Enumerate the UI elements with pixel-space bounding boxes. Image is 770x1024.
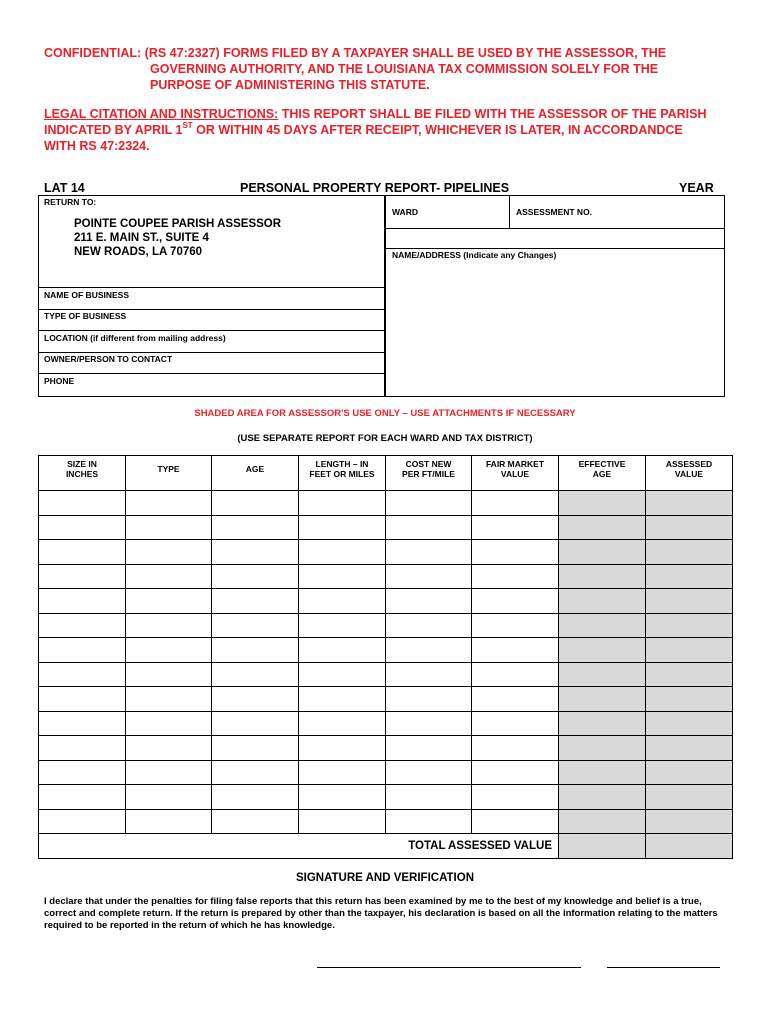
date-line[interactable] bbox=[607, 967, 720, 968]
table-row bbox=[39, 491, 733, 516]
table-row bbox=[39, 662, 733, 687]
table-cell[interactable] bbox=[472, 589, 559, 614]
assessment-no-field[interactable]: ASSESSMENT NO. bbox=[516, 207, 593, 217]
table-cell[interactable] bbox=[126, 564, 212, 589]
table-cell[interactable] bbox=[39, 540, 126, 565]
total-assessed-value-label: TOTAL ASSESSED VALUE bbox=[39, 834, 559, 859]
column-header bbox=[39, 456, 126, 491]
table-cell[interactable] bbox=[646, 662, 733, 687]
separate-report-note: (USE SEPARATE REPORT FOR EACH WARD AND TAX DISTRICT) bbox=[237, 433, 533, 444]
table-cell[interactable] bbox=[646, 491, 733, 516]
legal-citation bbox=[44, 106, 744, 154]
table-row bbox=[39, 785, 733, 810]
table-cell[interactable] bbox=[299, 785, 386, 810]
owner-contact-field[interactable]: OWNER/PERSON TO CONTACT bbox=[44, 354, 173, 364]
table-cell[interactable] bbox=[126, 785, 212, 810]
ward-field[interactable]: WARD bbox=[392, 207, 418, 217]
table-row bbox=[39, 540, 733, 565]
table-cell[interactable] bbox=[212, 613, 299, 638]
table-row bbox=[39, 809, 733, 834]
table-cell[interactable] bbox=[39, 809, 126, 834]
table-cell[interactable] bbox=[559, 736, 646, 761]
column-header-line-1: ASSESSED bbox=[665, 459, 713, 469]
table-cell[interactable] bbox=[126, 736, 212, 761]
form-title: PERSONAL PROPERTY REPORT- PIPELINES bbox=[240, 181, 510, 195]
table-cell[interactable] bbox=[559, 662, 646, 687]
table-cell[interactable] bbox=[386, 515, 472, 540]
table-cell[interactable] bbox=[212, 687, 299, 712]
table-cell[interactable] bbox=[39, 515, 126, 540]
column-header-line-1: TYPE bbox=[157, 464, 180, 474]
table-cell[interactable] bbox=[559, 785, 646, 810]
table-cell[interactable] bbox=[299, 711, 386, 736]
table-cell[interactable] bbox=[559, 638, 646, 663]
table-cell[interactable] bbox=[559, 809, 646, 834]
column-header-line-1: SIZE IN bbox=[67, 459, 97, 469]
table-cell[interactable] bbox=[39, 613, 126, 638]
table-row bbox=[39, 515, 733, 540]
assessor-box bbox=[385, 195, 725, 397]
table-cell[interactable] bbox=[39, 589, 126, 614]
return-to-address bbox=[74, 217, 281, 259]
table-cell[interactable] bbox=[386, 662, 472, 687]
table-cell[interactable] bbox=[559, 491, 646, 516]
return-to-label: RETURN TO: bbox=[44, 197, 97, 207]
table-cell[interactable] bbox=[386, 540, 472, 565]
total-cell[interactable] bbox=[559, 834, 646, 859]
table-cell[interactable] bbox=[386, 809, 472, 834]
table-cell[interactable] bbox=[299, 760, 386, 785]
confidential-line-2: GOVERNING AUTHORITY, AND THE LOUISIANA TAX COMMISSION SOLELY FOR THE bbox=[150, 62, 659, 76]
table-cell[interactable] bbox=[299, 662, 386, 687]
table-cell[interactable] bbox=[472, 785, 559, 810]
table-row bbox=[39, 711, 733, 736]
column-header bbox=[646, 456, 733, 491]
table-cell[interactable] bbox=[386, 687, 472, 712]
table-cell[interactable] bbox=[299, 589, 386, 614]
column-header-line-1: AGE bbox=[245, 464, 265, 474]
table-cell[interactable] bbox=[212, 736, 299, 761]
table-cell[interactable] bbox=[646, 540, 733, 565]
table-cell[interactable] bbox=[212, 491, 299, 516]
table-cell[interactable] bbox=[299, 638, 386, 663]
table-cell[interactable] bbox=[646, 589, 733, 614]
legal-text-3: WITH RS 47:2324. bbox=[44, 139, 150, 153]
table-cell[interactable] bbox=[212, 711, 299, 736]
column-header-line-2: VALUE bbox=[674, 469, 704, 479]
table-cell[interactable] bbox=[126, 589, 212, 614]
year-label: YEAR bbox=[679, 181, 714, 195]
column-header-line-2: FEET OR MILES bbox=[309, 469, 375, 479]
column-header-line-1: EFFECTIVE bbox=[578, 459, 626, 469]
table-cell[interactable] bbox=[472, 711, 559, 736]
total-row bbox=[39, 834, 733, 859]
name-address-field[interactable]: NAME/ADDRESS (Indicate any Changes) bbox=[392, 250, 557, 260]
table-cell[interactable] bbox=[559, 760, 646, 785]
phone-field[interactable]: PHONE bbox=[44, 376, 75, 386]
table-cell[interactable] bbox=[559, 564, 646, 589]
confidential-notice bbox=[44, 45, 744, 93]
table-cell[interactable] bbox=[212, 589, 299, 614]
column-header-line-2: VALUE bbox=[500, 469, 530, 479]
table-cell[interactable] bbox=[39, 491, 126, 516]
table-cell[interactable] bbox=[559, 687, 646, 712]
legal-sup: ST bbox=[182, 121, 193, 130]
table-cell[interactable] bbox=[472, 491, 559, 516]
table-cell[interactable] bbox=[299, 613, 386, 638]
column-header bbox=[299, 456, 386, 491]
column-header-line-1: COST NEW bbox=[405, 459, 452, 469]
table-cell[interactable] bbox=[126, 638, 212, 663]
table-cell[interactable] bbox=[559, 711, 646, 736]
table-cell[interactable] bbox=[212, 638, 299, 663]
column-header-line-2: PER FT/MILE bbox=[402, 469, 455, 479]
table-cell[interactable] bbox=[559, 613, 646, 638]
table-cell[interactable] bbox=[472, 687, 559, 712]
table-cell[interactable] bbox=[472, 736, 559, 761]
column-header-line-2: INCHES bbox=[65, 469, 99, 479]
table-cell[interactable] bbox=[386, 613, 472, 638]
table-cell[interactable] bbox=[646, 638, 733, 663]
column-header bbox=[212, 456, 299, 491]
table-cell[interactable] bbox=[39, 638, 126, 663]
table-cell[interactable] bbox=[39, 711, 126, 736]
type-of-business-field[interactable]: TYPE OF BUSINESS bbox=[44, 311, 127, 321]
table-cell[interactable] bbox=[126, 711, 212, 736]
table-cell[interactable] bbox=[212, 515, 299, 540]
table-row bbox=[39, 638, 733, 663]
table-cell[interactable] bbox=[386, 589, 472, 614]
table-cell[interactable] bbox=[559, 540, 646, 565]
table-cell[interactable] bbox=[386, 491, 472, 516]
table-cell[interactable] bbox=[386, 711, 472, 736]
table-cell[interactable] bbox=[299, 809, 386, 834]
name-of-business-field[interactable]: NAME OF BUSINESS bbox=[44, 290, 130, 300]
table-cell[interactable] bbox=[472, 662, 559, 687]
table-cell[interactable] bbox=[646, 564, 733, 589]
legal-text-2b: OR WITHIN 45 DAYS AFTER RECEIPT, WHICHEVER IS LATER, IN ACCORDANDCE bbox=[192, 123, 683, 137]
column-header bbox=[472, 456, 559, 491]
column-header bbox=[386, 456, 472, 491]
table-cell[interactable] bbox=[299, 540, 386, 565]
table-cell[interactable] bbox=[472, 809, 559, 834]
table-cell[interactable] bbox=[386, 785, 472, 810]
table-cell[interactable] bbox=[39, 564, 126, 589]
table-cell[interactable] bbox=[646, 736, 733, 761]
table-cell[interactable] bbox=[386, 760, 472, 785]
address-line-3: NEW ROADS, LA 70760 bbox=[74, 246, 203, 258]
table-cell[interactable] bbox=[472, 638, 559, 663]
table-cell[interactable] bbox=[126, 662, 212, 687]
table-cell[interactable] bbox=[386, 638, 472, 663]
table-cell[interactable] bbox=[559, 515, 646, 540]
table-cell[interactable] bbox=[212, 540, 299, 565]
table-cell[interactable] bbox=[472, 515, 559, 540]
table-cell[interactable] bbox=[126, 491, 212, 516]
table-cell[interactable] bbox=[559, 589, 646, 614]
confidential-line-1: CONFIDENTIAL: (RS 47:2327) FORMS FILED BY A TAXPAYER SHALL BE USED BY THE ASSESSOR, THE bbox=[44, 46, 667, 60]
table-row bbox=[39, 760, 733, 785]
table-cell[interactable] bbox=[646, 515, 733, 540]
table-cell[interactable] bbox=[299, 515, 386, 540]
table-cell[interactable] bbox=[299, 736, 386, 761]
table-cell[interactable] bbox=[386, 736, 472, 761]
form-id: LAT 14 bbox=[44, 181, 85, 195]
table-cell[interactable] bbox=[646, 711, 733, 736]
table-cell[interactable] bbox=[39, 785, 126, 810]
table-row bbox=[39, 687, 733, 712]
declaration-text: I declare that under the penalties for filing false reports that this return has been examined by me to the best of my knowledge and belief is a true, correct and complete return. If the return is prepared by other than the taxpayer, his declaration is based on all the information relating to the matters required to be reported in the return of which he has knowledge. bbox=[44, 896, 718, 931]
table-cell[interactable] bbox=[39, 736, 126, 761]
table-cell[interactable] bbox=[646, 687, 733, 712]
table-cell[interactable] bbox=[299, 491, 386, 516]
legal-heading: LEGAL CITATION AND INSTRUCTIONS: bbox=[44, 107, 279, 121]
table-cell[interactable] bbox=[386, 564, 472, 589]
column-header-line-1: LENGTH – IN bbox=[315, 459, 369, 469]
confidential-line-3: PURPOSE OF ADMINISTERING THIS STATUTE. bbox=[150, 78, 430, 92]
table-cell[interactable] bbox=[646, 613, 733, 638]
legal-text-2a: INDICATED BY APRIL 1 bbox=[44, 123, 183, 137]
table-cell[interactable] bbox=[212, 564, 299, 589]
table-cell[interactable] bbox=[212, 662, 299, 687]
table-cell[interactable] bbox=[472, 613, 559, 638]
pipeline-table bbox=[38, 455, 733, 859]
table-cell[interactable] bbox=[126, 515, 212, 540]
table-row bbox=[39, 736, 733, 761]
table-cell[interactable] bbox=[646, 809, 733, 834]
table-cell[interactable] bbox=[126, 809, 212, 834]
table-cell[interactable] bbox=[212, 785, 299, 810]
table-cell[interactable] bbox=[472, 540, 559, 565]
column-header bbox=[126, 456, 212, 491]
address-line-2: 211 E. MAIN ST., SUITE 4 bbox=[74, 232, 209, 244]
table-cell[interactable] bbox=[126, 540, 212, 565]
table-cell[interactable] bbox=[126, 687, 212, 712]
address-line-1: POINTE COUPEE PARISH ASSESSOR bbox=[74, 218, 282, 230]
legal-text-1: THIS REPORT SHALL BE FILED WITH THE ASSESSOR OF THE PARISH bbox=[278, 107, 707, 121]
table-cell[interactable] bbox=[212, 760, 299, 785]
table-cell[interactable] bbox=[39, 760, 126, 785]
table-cell[interactable] bbox=[126, 760, 212, 785]
column-header bbox=[559, 456, 646, 491]
table-cell[interactable] bbox=[299, 564, 386, 589]
signature-title: SIGNATURE AND VERIFICATION bbox=[295, 872, 475, 884]
table-cell[interactable] bbox=[126, 613, 212, 638]
table-cell[interactable] bbox=[299, 687, 386, 712]
table-cell[interactable] bbox=[646, 760, 733, 785]
table-cell[interactable] bbox=[472, 564, 559, 589]
location-field[interactable]: LOCATION (if different from mailing address) bbox=[44, 333, 226, 343]
signature-line[interactable] bbox=[317, 967, 581, 968]
total-cell[interactable] bbox=[646, 834, 733, 859]
table-cell[interactable] bbox=[472, 760, 559, 785]
table-cell[interactable] bbox=[646, 785, 733, 810]
table-row bbox=[39, 564, 733, 589]
column-header-line-1: FAIR MARKET bbox=[485, 459, 545, 469]
column-header-line-2: AGE bbox=[592, 469, 612, 479]
shaded-area-note: SHADED AREA FOR ASSESSOR'S USE ONLY – USE ATTACHMENTS IF NECESSARY bbox=[194, 408, 576, 419]
table-cell[interactable] bbox=[212, 809, 299, 834]
table-cell[interactable] bbox=[39, 662, 126, 687]
table-row bbox=[39, 613, 733, 638]
table-row bbox=[39, 589, 733, 614]
table-cell[interactable] bbox=[39, 687, 126, 712]
